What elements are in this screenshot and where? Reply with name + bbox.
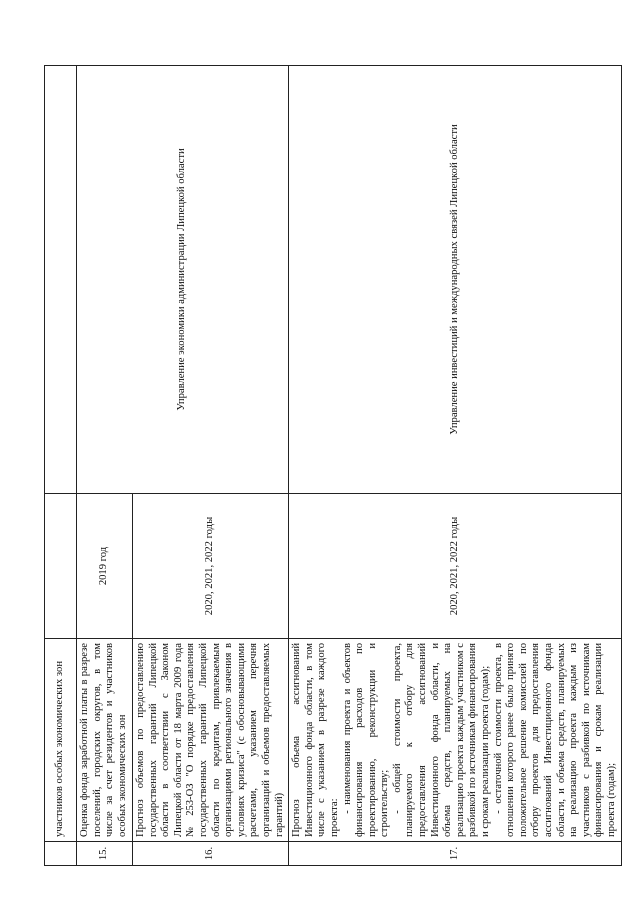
row-number: 17. bbox=[289, 842, 621, 866]
continuation-num-cell bbox=[45, 842, 77, 866]
description-paragraph: - наименования проекта и объектов финансирования расходов по проектированию, реконструкции и строительству; bbox=[341, 643, 391, 837]
measures-table bbox=[44, 65, 622, 866]
row-description: Прогноз объемов по предоставлению государственных гарантий Липецкой области в соответствии с Законом Липецкой области от 18 марта 2009 года № 253-ОЗ "О порядке предоставления государственных гарантий Липецкой области по кредитам, привлекаемым организациями регионального значения в условиях кризиса" (с обосновывающими расчетами, указанием перечня организаций и объемов предоставляемых гарантий) bbox=[133, 639, 289, 842]
rotated-table-container bbox=[44, 66, 617, 866]
row-responsible: Управление инвестиций и международных связей Липецкой области bbox=[289, 66, 621, 494]
continuation-responsible-cell bbox=[45, 66, 77, 494]
continuation-period-cell bbox=[45, 494, 77, 639]
row-description: Оценка фонда заработной платы в разрезе поселений, городских округов, в том числе за счет резидентов и участников особых экономических зон bbox=[77, 639, 133, 842]
table-row bbox=[289, 66, 621, 866]
description-paragraph: Прогноз объема ассигнований Инвестиционного фонда области, в том числе с указанием в разрезе каждого проекта: bbox=[291, 643, 340, 837]
table-row bbox=[77, 66, 133, 866]
row-period: 2020, 2021, 2022 годы bbox=[289, 494, 621, 639]
description-paragraph: - общей стоимости проекта, планируемого к отбору для предоставления ассигнований Инвестиционного фонда области, и объема средств, планируемых на реализацию проекта каждым участником с разбивкой по источникам финансирования и срокам реализации проекта (годам); bbox=[391, 643, 492, 837]
table-row-continuation bbox=[45, 66, 77, 866]
row-description bbox=[289, 639, 621, 842]
description-paragraph: - остаточной стоимости проекта, в отношении которого ранее было принято положительное решение комиссией по отбору проектов для предоставления ассигнований Инвестиционного фонда области, и объема средств, планируемых на реализацию проекта каждым из участников с разбивкой по источникам финансирования и срокам реализации проекта (годам); bbox=[492, 643, 617, 837]
row-number: 16. bbox=[133, 842, 289, 866]
row-period: 2020, 2021, 2022 годы bbox=[133, 494, 289, 639]
row-number: 15. bbox=[77, 842, 133, 866]
row-responsible: Управление экономики администрации Липецкой области bbox=[77, 66, 289, 494]
row-period: 2019 год bbox=[77, 494, 133, 639]
continuation-text-cell: участников особых экономических зон bbox=[45, 639, 77, 842]
